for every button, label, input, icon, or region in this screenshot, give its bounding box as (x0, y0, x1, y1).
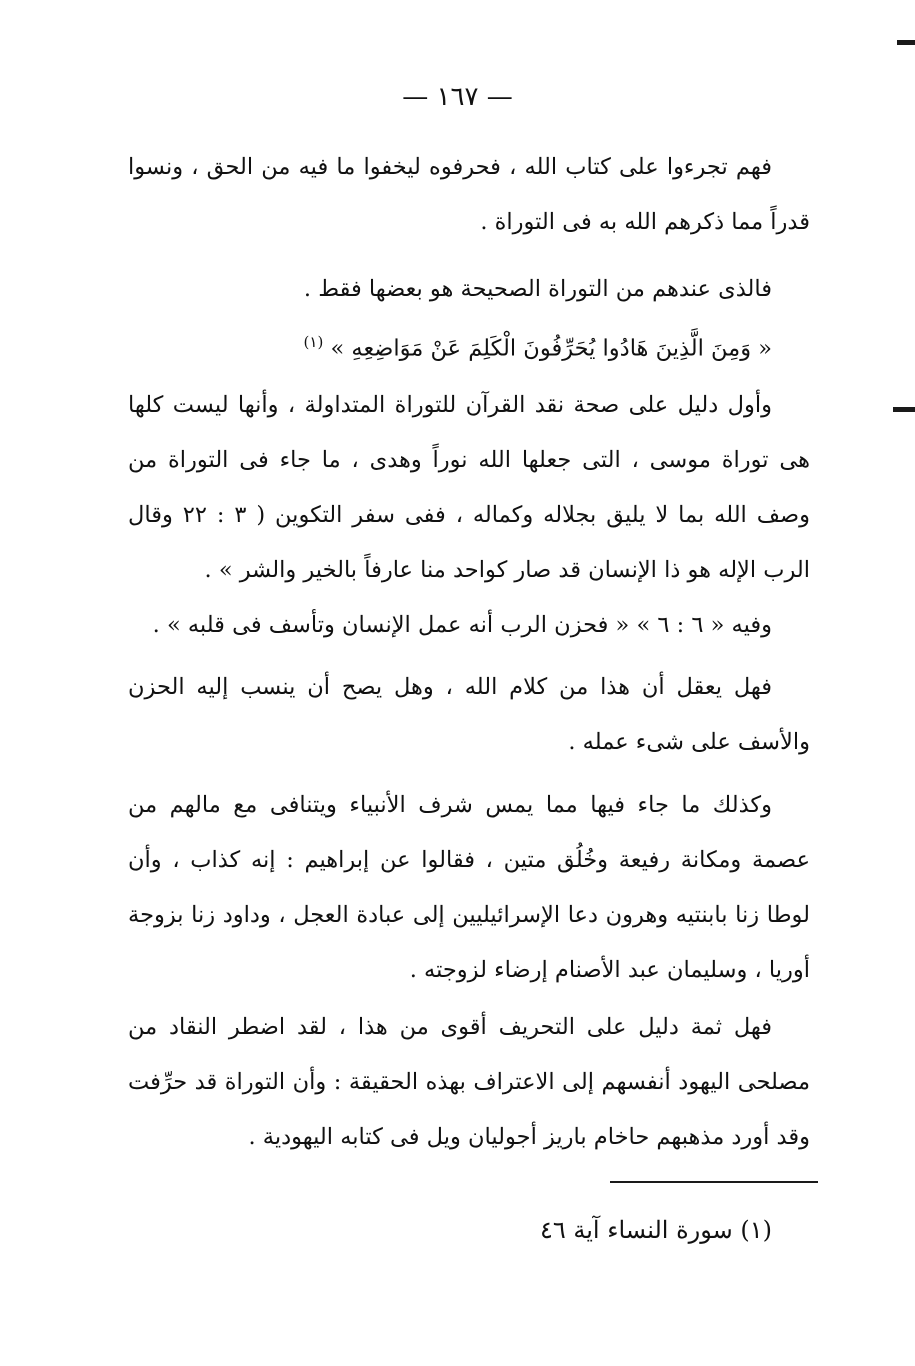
verse-footnote-marker: (١) (303, 333, 324, 351)
verse-text: « وَمِنَ الَّذِينَ هَادُوا يُحَرِّفُونَ الْكَلِمَ عَنْ مَوَاضِعِهِ » (330, 335, 772, 362)
margin-mark (897, 40, 915, 45)
paragraph-question: فهل يعقل أن هذا من كلام الله ، وهل يصح أن ينسب إليه الحزن والأسف على شىء عمله . (128, 674, 810, 755)
quran-verse (128, 315, 810, 377)
paragraph-intro: فهم تجرءوا على كتاب الله ، فحرفوه ليخفوا ما فيه من الحق ، ونسوا قدراً مما ذكرهم الله به فى التوراة . (128, 154, 810, 235)
footnote-divider (610, 1181, 818, 1183)
paragraph-reference: وفيه « ٦ : ٦ » « فحزن الرب أنه عمل الإنسان وتأسف فى قلبه » . (152, 612, 772, 638)
page-number: — ١٦٧ — (402, 82, 513, 112)
footnote: (١) سورة النساء آية ٤٦ (539, 1216, 772, 1244)
paragraph-only-part: فالذى عندهم من التوراة الصحيحة هو بعضها فقط . (303, 276, 772, 302)
paragraph-evidence: وأول دليل على صحة نقد القرآن للتوراة المتداولة ، وأنها ليست كلها هى توراة موسى ، التى جعلها الله نوراً وهدى ، ما جاء فى التوراة من وصف الله بما لا يليق بجلاله وكماله ، ففى سفر التكوين ( ٣ : ٢٢ وقال الرب الإله هو ذا الإنسان قد صار كواحد منا عارفاً بالخير والشر » . (128, 392, 810, 583)
paragraph-prophets: وكذلك ما جاء فيها مما يمس شرف الأنبياء ويتنافى مع مالهم من عصمة ومكانة رفيعة وخُلُق متين ، فقالوا عن إبراهيم : إنه كذاب ، وأن لوطا زنا بابنتيه وهرون دعا الإسرائيليين إلى عبادة العجل ، وداود زنا بزوجة أوريا ، وسليمان عبد الأصنام إرضاء لزوجته . (128, 792, 810, 983)
margin-mark (893, 407, 915, 412)
paragraph-tahrif: فهل ثمة دليل على التحريف أقوى من هذا ، لقد اضطر النقاد من مصلحى اليهود أنفسهم إلى الاعتراف بهذه الحقيقة : وأن التوراة قد حرِّفت وقد أورد مذهبهم حاخام باريز أجوليان ويل فى كتابه اليهودية . (128, 1014, 810, 1150)
